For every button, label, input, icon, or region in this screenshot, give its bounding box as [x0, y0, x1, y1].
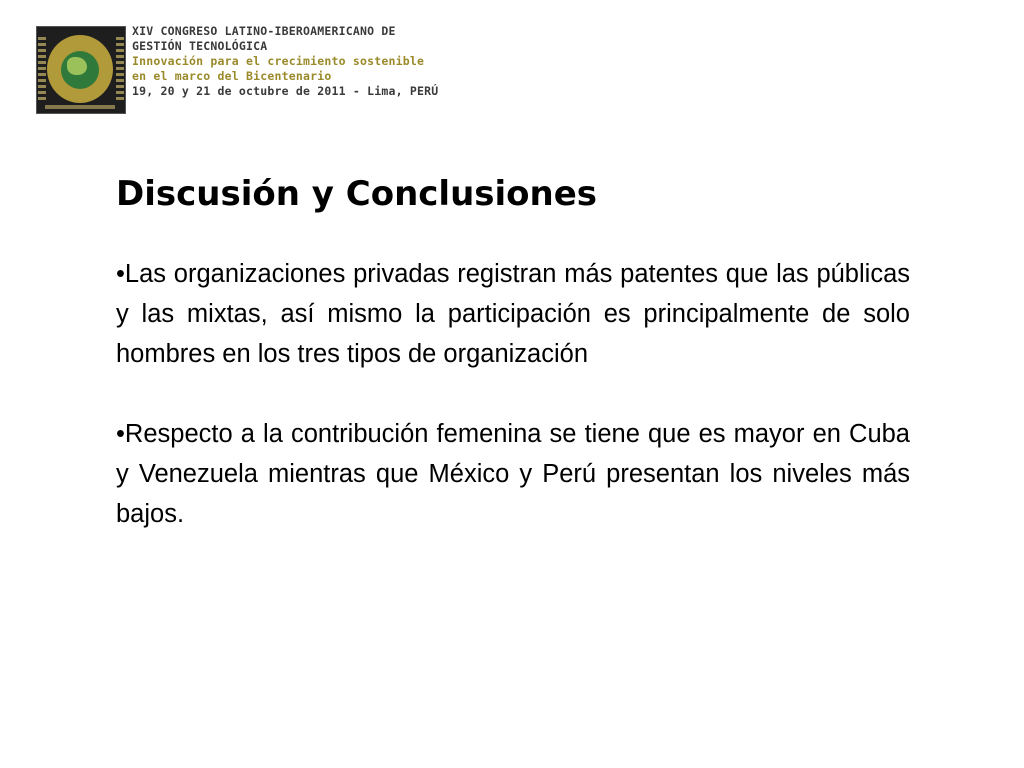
bullet-item: •Las organizaciones privadas registran más patentes que las públicas y las mixtas, así mismo la participación es principalmente de solo hombres en los tres tipos de organización: [116, 260, 910, 368]
slide-content: [116, 168, 910, 574]
logo-right-band: [116, 37, 124, 103]
conference-name-line2: GESTIÓN TECNOLÓGICA: [132, 39, 268, 53]
conference-theme-line2: en el marco del Bicentenario: [132, 69, 332, 83]
logo-emblem: [47, 35, 113, 103]
logo-land-shape: [67, 57, 87, 75]
altec-logo: [36, 26, 126, 114]
conference-info: [132, 24, 442, 99]
conference-date-location: 19, 20 y 21 de octubre de 2011 - Lima, PERÚ: [132, 84, 439, 98]
slide-title: Discusión y Conclusiones: [116, 174, 598, 214]
logo-left-band: [38, 37, 46, 103]
logo-bottom-band: [45, 105, 115, 109]
conference-header: [36, 22, 439, 114]
conference-theme-line1: Innovación para el crecimiento sostenible: [132, 54, 425, 68]
conference-name-line1: XIV CONGRESO LATINO-IBEROAMERICANO DE: [132, 24, 396, 38]
bullet-item: •Respecto a la contribución femenina se tiene que es mayor en Cuba y Venezuela mientras que México y Perú presentan los niveles más bajos.: [116, 420, 910, 528]
